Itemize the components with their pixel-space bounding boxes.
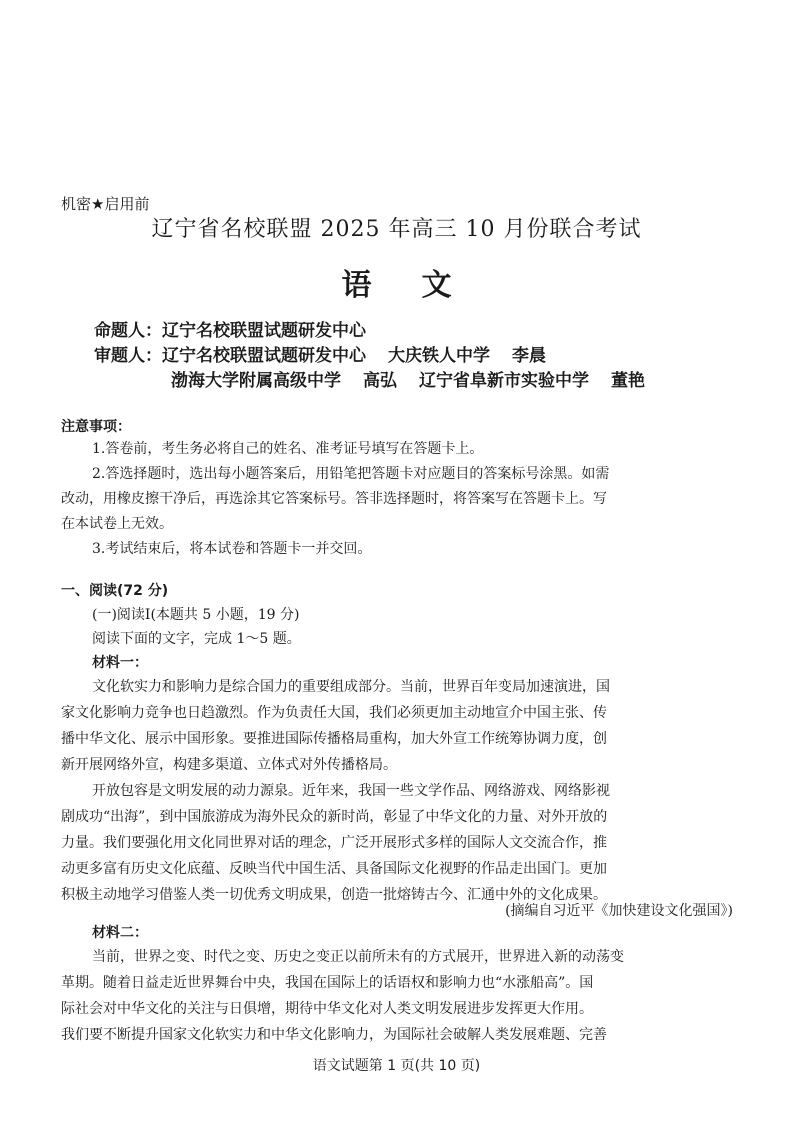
material1-line: 剧成功“出海”，到中国旅游成为海外民众的新时尚，彰显了中华文化的力量、对外开放的 — [61, 809, 608, 825]
material1-heading: 材料一： — [92, 655, 148, 671]
material1-line: 开放包容是文明发展的动力源泉。近年来，我国一些文学作品、网络游戏、网络影视 — [92, 783, 610, 799]
page-footer: 语文试题第 1 页(共 10 页) — [312, 1058, 481, 1074]
reviewer-line-2 — [171, 366, 645, 391]
material2-line: 当前，世界之变、时代之变、历史之变正以前所未有的方式展开，世界进入新的动荡变 — [92, 949, 624, 965]
reviewer-school: 辽宁省阜新市实验中学 — [419, 371, 589, 391]
material2-heading: 材料二： — [92, 925, 148, 941]
exam-title: 辽宁省名校联盟 2025 年高三 10 月份联合考试 — [151, 217, 642, 242]
material2-line: 际社会对中华文化的关注与日俱增，期待中华文化对人类文明发展进步发挥更大作用。 — [61, 1001, 593, 1017]
notice-item-2-line-2: 改动，用橡皮擦干净后，再选涂其它答案标号。答非选择题时，将答案写在答题卡上。写 — [61, 491, 607, 507]
material1-line: 积极主动地学习借鉴人类一切优秀文明成果，创造一批熔铸古今、汇通中外的文化成果。 — [61, 887, 607, 903]
reviewer-name: 董艳 — [611, 371, 645, 391]
reviewer-school: 大庆铁人中学 — [388, 346, 490, 366]
subject-char-2: 文 — [421, 268, 452, 303]
confidential-mark: 机密★启用前 — [61, 195, 150, 213]
material1-line: 文化软实力和影响力是综合国力的重要组成部分。当前，世界百年变局加速演进，国 — [92, 679, 610, 695]
notice-item-2-line-1: 2.答选择题时，选出每小题答案后，用铅笔把答题卡对应题目的答案标号涂黑。如需 — [92, 466, 610, 482]
setter-line: 命题人：辽宁名校联盟试题研发中心 — [94, 321, 366, 341]
instruction: 阅读下面的文字，完成 1～5 题。 — [92, 631, 301, 647]
material1-line: 动更多富有历史文化底蕴、反映当代中国生活、具备国际文化视野的作品走出国门。更加 — [61, 861, 607, 877]
material2-line: 我们要不断提升国家文化软实力和中华文化影响力，为国际社会破解人类发展难题、完善 — [61, 1027, 607, 1043]
reviewer-label: 审题人：辽宁名校联盟试题研发中心 — [94, 346, 366, 366]
reviewer-name: 李晨 — [512, 346, 546, 366]
subject-title — [0, 260, 793, 304]
reviewer-name: 高弘 — [363, 371, 397, 391]
notice-item-3: 3.考试结束后，将本试卷和答题卡一并交回。 — [92, 541, 372, 557]
material1-line: 家文化影响力竞争也日趋激烈。作为负责任大国，我们必须更加主动地宣介中国主张、传 — [61, 705, 607, 721]
material2-line: 革期。随着日益走近世界舞台中央，我国在国际上的话语权和影响力也“水涨船高”。国 — [61, 975, 594, 991]
notice-heading: 注意事项： — [61, 419, 131, 435]
subject-char-1: 语 — [341, 268, 372, 303]
material1-source: (摘编自习近平《加快建设文化强国》) — [505, 903, 733, 919]
notice-item-1: 1.答卷前，考生务必将自己的姓名、准考证号填写在答题卡上。 — [92, 441, 484, 457]
reviewer-line-1 — [94, 341, 546, 366]
material1-line: 播中华文化、展示中国形象。要推进国际传播格局重构，加大外宣工作统筹协调力度，创 — [61, 731, 607, 747]
section-heading: 一、阅读(72 分) — [61, 583, 169, 599]
part-heading: (一)阅读Ⅰ(本题共 5 小题，19 分) — [92, 607, 300, 623]
reviewer-school: 渤海大学附属高级中学 — [171, 371, 341, 391]
notice-item-2-line-3: 在本试卷上无效。 — [61, 516, 173, 532]
material1-line: 新开展网络外宣，构建多渠道、立体式对外传播格局。 — [61, 757, 397, 773]
material1-line: 力量。我们要强化用文化同世界对话的理念，广泛开展形式多样的国际人文交流合作，推 — [61, 835, 607, 851]
